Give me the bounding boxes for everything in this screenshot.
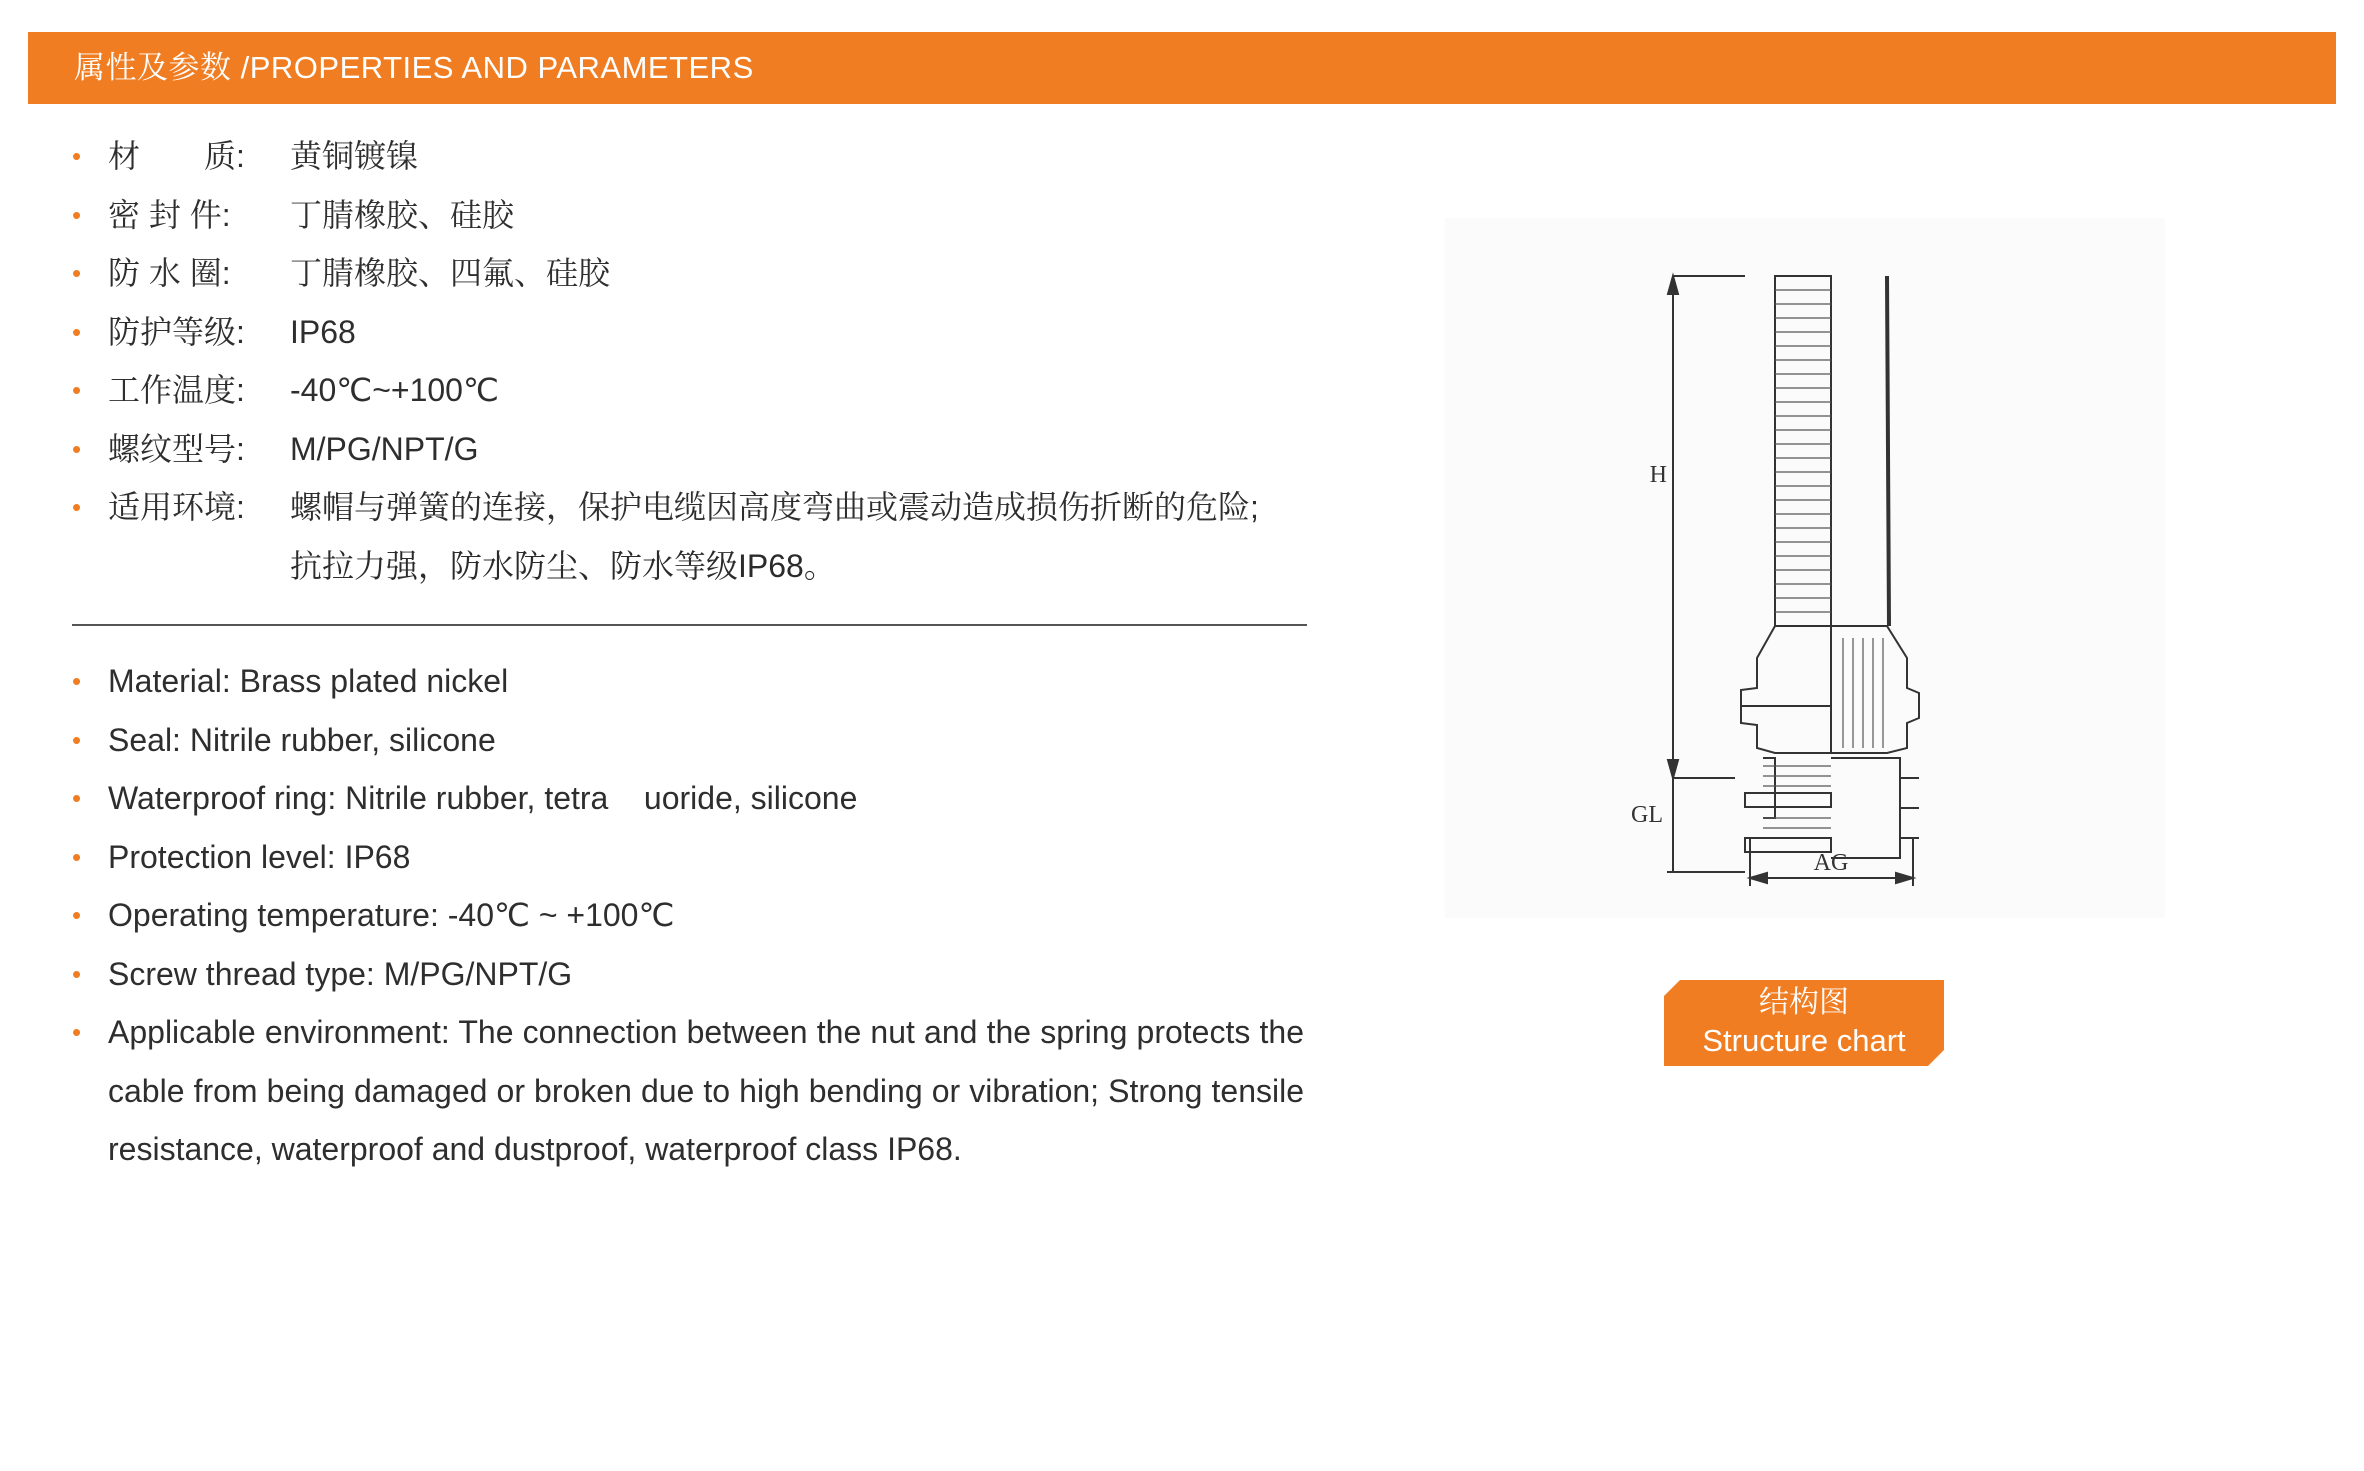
dimension-label-ag: AG bbox=[1813, 850, 1849, 876]
property-label: 材 质: bbox=[108, 138, 245, 174]
en-property-seal bbox=[72, 711, 1312, 770]
bullet-icon: • bbox=[72, 141, 82, 171]
en-property-waterproof-ring bbox=[72, 769, 1312, 828]
structure-diagram bbox=[1445, 218, 2165, 918]
section-title: 属性及参数 /PROPERTIES AND PARAMETERS bbox=[74, 50, 754, 85]
property-label: 密 封 件: bbox=[108, 196, 231, 233]
en-property-temperature bbox=[72, 886, 1312, 945]
cn-property-temperature bbox=[72, 361, 1312, 420]
caption-en: Structure chart bbox=[1702, 1023, 1906, 1058]
property-text: Waterproof ring: Nitrile rubber, tetra uoride, silicone bbox=[108, 780, 858, 816]
cn-environment-continuation bbox=[72, 537, 1312, 596]
bullet-icon: • bbox=[72, 900, 82, 930]
cable-gland-drawing bbox=[1445, 218, 2165, 918]
property-value: -40℃~+100℃ bbox=[290, 372, 499, 408]
bullet-icon: • bbox=[72, 724, 82, 755]
property-value: 丁腈橡胶、硅胶 bbox=[290, 196, 515, 233]
cn-properties-list bbox=[72, 127, 1312, 595]
en-property-environment bbox=[72, 1003, 1312, 1179]
dimension-label-h: H bbox=[1649, 462, 1667, 488]
structure-chart-caption bbox=[1664, 980, 1944, 1066]
property-value: 黄铜镀镍 bbox=[290, 138, 419, 174]
bullet-icon: • bbox=[72, 841, 82, 872]
property-value: M/PG/NPT/G bbox=[290, 430, 479, 467]
bullet-icon: • bbox=[72, 1017, 82, 1047]
bullet-icon: • bbox=[72, 492, 82, 522]
property-value: 丁腈橡胶、四氟、硅胶 bbox=[290, 255, 611, 291]
en-properties-list bbox=[72, 652, 1312, 1179]
cn-property-environment bbox=[72, 478, 1312, 537]
cn-property-thread bbox=[72, 420, 1312, 479]
en-property-protection bbox=[72, 828, 1312, 887]
property-value: 螺帽与弹簧的连接，保护电缆因高度弯曲或震动造成损伤折断的危险; bbox=[290, 489, 1259, 525]
property-label: 螺纹型号: bbox=[108, 430, 245, 467]
header-bar bbox=[28, 32, 2336, 104]
bullet-icon: • bbox=[72, 199, 82, 230]
property-text: Material: Brass plated nickel bbox=[108, 663, 509, 699]
property-label: 适用环境: bbox=[108, 489, 245, 525]
dimension-label-gl: GL bbox=[1631, 802, 1663, 828]
bullet-icon: • bbox=[72, 375, 82, 405]
property-text: Applicable environment: The connection between the nut and the spring protects the cable from being damaged or broken due to high bending or vibration; Strong tensile resistance, waterproof and dustproof, waterproof class IP68. bbox=[108, 1014, 1304, 1167]
bullet-icon: • bbox=[72, 666, 82, 696]
bullet-icon: • bbox=[72, 783, 82, 813]
property-text: Screw thread type: M/PG/NPT/G bbox=[108, 955, 573, 992]
property-label: 防护等级: bbox=[108, 313, 245, 350]
bullet-icon: • bbox=[72, 958, 82, 989]
property-value: IP68 bbox=[290, 313, 356, 350]
property-value-continued: 抗拉力强，防水防尘、防水等级IP68。 bbox=[290, 547, 836, 584]
en-property-material bbox=[72, 652, 1312, 711]
cn-property-waterproof-ring bbox=[72, 244, 1312, 303]
cn-property-protection bbox=[72, 303, 1312, 362]
bullet-icon: • bbox=[72, 433, 82, 464]
bullet-icon: • bbox=[72, 258, 82, 288]
bullet-icon: • bbox=[72, 316, 82, 347]
en-property-thread bbox=[72, 945, 1312, 1004]
cn-property-seal bbox=[72, 186, 1312, 245]
property-text: Protection level: IP68 bbox=[108, 838, 411, 875]
property-label: 防 水 圈: bbox=[108, 255, 231, 291]
property-label: 工作温度: bbox=[108, 372, 245, 408]
property-text: Operating temperature: -40℃ ~ +100℃ bbox=[108, 897, 675, 933]
section-divider bbox=[72, 624, 1307, 626]
caption-cn: 结构图 bbox=[1759, 986, 1849, 1019]
cn-property-material bbox=[72, 127, 1312, 186]
property-text: Seal: Nitrile rubber, silicone bbox=[108, 721, 496, 758]
